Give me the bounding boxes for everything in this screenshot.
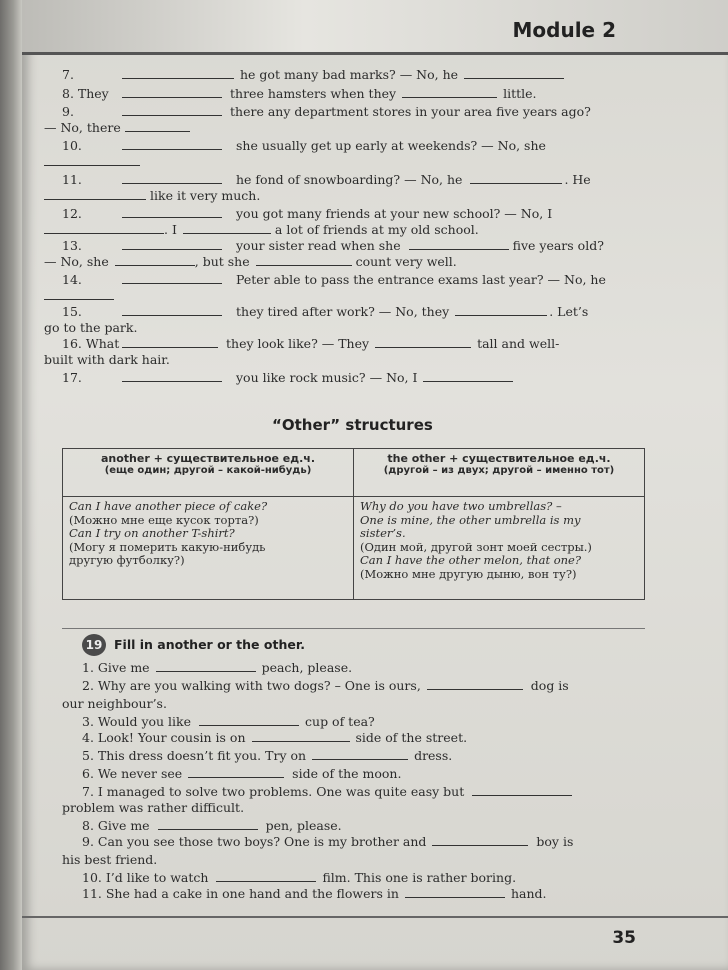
exercise-item: problem was rather difficult. [62,800,245,815]
exercise-item: our neighbour’s. [62,696,167,711]
exercise-item: his best friend. [62,852,158,867]
answer-blank[interactable] [44,188,146,200]
table-head-the-other: the other + существительное ед.ч. (другой – из двух; другой – именно тот) [354,449,645,497]
exercise-item: 10. I’d like to watch film. This one is rather boring. [82,870,517,885]
workbook-page [22,0,728,970]
module-title: Module 2 [512,18,616,42]
exercise-item: 5. This dress doesn’t fit you. Try on dress. [82,748,453,763]
book-binding-edge [0,0,22,970]
answer-blank[interactable] [455,304,547,316]
answer-blank[interactable] [122,172,222,184]
exercise-item: 2. Why are you walking with two dogs? – One is ours, dog is [82,678,569,693]
answer-blank[interactable] [158,818,258,830]
answer-blank[interactable] [122,370,222,382]
question-line: 7. he got many bad marks? — No, he [62,67,622,83]
answer-blank[interactable] [256,254,352,266]
answer-blank[interactable] [122,104,222,116]
exercise-item: 11. She had a cake in one hand and the flowers in hand. [82,886,547,901]
answer-blank[interactable] [122,206,222,218]
exercise-item: 9. Can you see those two boys? One is my brother and boy is [82,834,574,849]
answer-blank[interactable] [472,784,572,796]
table-head-another: another + существительное ед.ч. (еще один; другой – какой-нибудь) [63,449,354,497]
answer-blank[interactable] [470,172,562,184]
footer-divider [22,916,728,918]
answer-blank[interactable] [375,336,471,348]
grammar-table [62,448,645,600]
header-divider [22,52,728,55]
question-line: 10. she usually get up early at weekends? — No, she [62,138,546,153]
answer-blank[interactable] [122,86,222,98]
answer-blank[interactable] [122,304,222,316]
answer-blank[interactable] [464,67,564,79]
question-line: — No, she , but she count very well. [44,254,457,269]
answer-blank[interactable] [44,288,114,300]
question-line: like it very much. [44,188,604,204]
answer-blank[interactable] [156,660,256,672]
exercise-title: Fill in another or the other. [114,637,305,652]
exercise-item: 4. Look! Your cousin is on side of the street. [82,730,468,745]
table-cell-another-examples: Can I have another piece of cake? (Можно мне еще кусок торта?) Can I try on another T-shirt? (Могу я померить какую-нибудь другую футболку?) [63,497,354,600]
exercise-item: 1. Give me peach, please. [82,660,353,675]
answer-blank[interactable] [188,766,284,778]
question-line: . I a lot of friends at my old school. [44,222,604,238]
answer-blank[interactable] [409,238,509,250]
section-title: “Other” structures [272,416,433,434]
page-header [22,0,728,52]
question-line: 8. They three hamsters when they little. [62,86,537,101]
answer-blank[interactable] [44,222,164,234]
page-number: 35 [612,928,636,948]
question-line [44,288,604,304]
question-line: 12. you got many friends at your new school? — No, I [62,206,553,221]
question-line: 9. there any department stores in your area five years ago? [62,104,591,119]
question-line: built with dark hair. [44,352,170,367]
question-line: 11. he fond of snowboarding? — No, he . He [62,172,591,187]
answer-blank[interactable] [122,238,222,250]
exercise-number-badge: 19 [82,634,106,656]
exercise-item: 3. Would you like cup of tea? [82,714,375,729]
exercise-divider [62,628,645,629]
answer-blank[interactable] [312,748,408,760]
answer-blank[interactable] [122,272,222,284]
question-line: — No, there [44,120,604,136]
answer-blank[interactable] [402,86,497,98]
answer-blank[interactable] [125,120,190,132]
answer-blank[interactable] [252,730,350,742]
question-line: 17. you like rock music? — No, I [62,370,622,386]
question-line: 15. they tired after work? — No, they . Let’s [62,304,589,319]
question-line: 16. What they look like? — They tall and well- [62,336,560,351]
answer-blank[interactable] [216,870,316,882]
table-cell-the-other-examples: Why do you have two umbrellas? – One is mine, the other umbrella is my sister’s. (Один мой, другой зонт моей сестры.) Can I have the other melon, that one? (Можно мне другую дыню, вон ту?) [354,497,645,600]
answer-blank[interactable] [427,678,523,690]
question-line: 13. your sister read when she five years old? [62,238,604,253]
question-line [44,154,604,170]
answer-blank[interactable] [115,254,195,266]
exercise-item: 7. I managed to solve two problems. One was quite easy but [82,784,642,800]
exercise-item: 6. We never see side of the moon. [82,766,402,781]
answer-blank[interactable] [44,154,140,166]
answer-blank[interactable] [405,886,505,898]
answer-blank[interactable] [423,370,513,382]
question-line: 14. Peter able to pass the entrance exams last year? — No, he [62,272,606,287]
answer-blank[interactable] [199,714,299,726]
answer-blank[interactable] [122,138,222,150]
answer-blank[interactable] [122,336,218,348]
answer-blank[interactable] [432,834,528,846]
exercise-item: 8. Give me pen, please. [82,818,342,833]
answer-blank[interactable] [122,67,234,79]
answer-blank[interactable] [183,222,271,234]
question-line: go to the park. [44,320,138,335]
